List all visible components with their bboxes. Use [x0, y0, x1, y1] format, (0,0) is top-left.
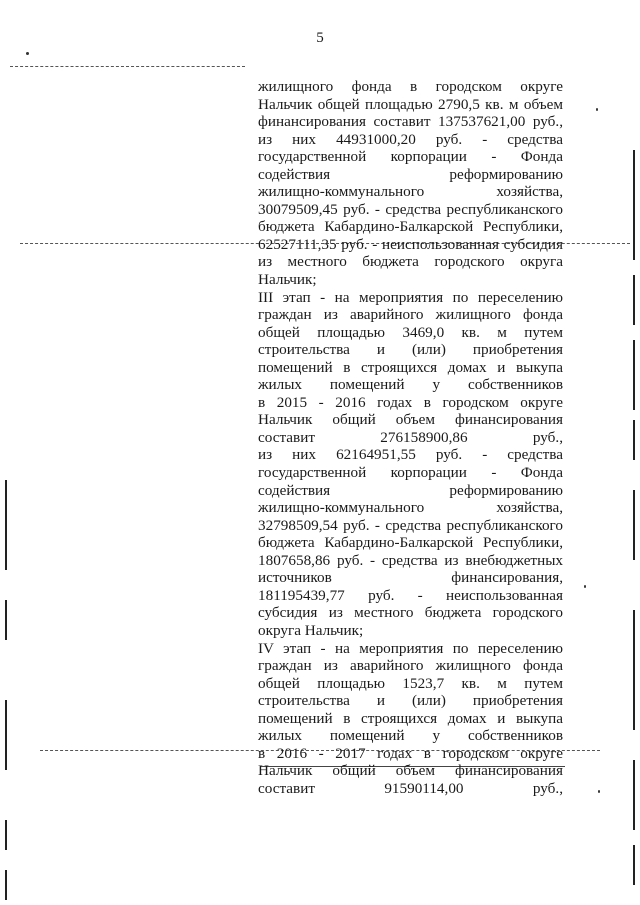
text-line: жилых помещений у собственников: [258, 376, 563, 394]
scan-artifact-margin-bar: [5, 820, 7, 850]
scan-artifact-speck: [584, 585, 586, 588]
text-line: из них 44931000,20 руб. - средства: [258, 130, 563, 148]
text-line: бюджета Кабардино-Балкарской Республики,: [258, 218, 563, 236]
text-line: III этап - на мероприятия по переселению: [258, 288, 563, 306]
text-line: жилищного фонда в городском округе: [258, 78, 563, 95]
scan-artifact-margin-bar: [5, 600, 7, 640]
text-line: общей площадью 1523,7 кв. м путем: [258, 674, 563, 692]
scan-artifact-speck: [26, 52, 29, 55]
text-line: субсидия из местного бюджета городского: [258, 604, 563, 622]
scan-artifact-margin-bar: [633, 760, 635, 830]
text-line: граждан из аварийного жилищного фонда: [258, 306, 563, 324]
text-line: Нальчик общий объем финансирования: [258, 411, 563, 429]
text-line: строительства и (или) приобретения: [258, 692, 563, 710]
scan-artifact-margin-bar: [5, 700, 7, 770]
text-line: помещений в строящихся домах и выкупа: [258, 358, 563, 376]
text-line: составит 91590114,00 руб.,: [258, 779, 563, 797]
text-line: финансирования составит 137537621,00 руб.,: [258, 113, 563, 131]
text-line: жилищно-коммунального хозяйства,: [258, 499, 563, 517]
text-line: в 2016 - 2017 годах в городском округе: [258, 744, 563, 762]
text-line: содействия реформированию: [258, 481, 563, 499]
text-line: 62527111,35 руб. - неиспользованная субсидия: [258, 235, 563, 253]
text-line: составит 276158900,86 руб.,: [258, 428, 563, 446]
text-line: граждан из аварийного жилищного фонда: [258, 657, 563, 675]
text-line: жилых помещений у собственников: [258, 727, 563, 745]
text-line: 1807658,86 руб. - средства из внебюджетных: [258, 551, 563, 569]
text-line: бюджета Кабардино-Балкарской Республики,: [258, 534, 563, 552]
text-line: Нальчик;: [258, 271, 317, 289]
scan-artifact-margin-bar: [633, 420, 635, 460]
text-line: помещений в строящихся домах и выкупа: [258, 709, 563, 727]
text-line: 32798509,54 руб. - средства республиканского: [258, 516, 563, 534]
text-line: жилищно-коммунального хозяйства,: [258, 183, 563, 201]
scan-artifact-speck: [596, 108, 598, 111]
text-line: Нальчик общий объем финансирования: [258, 762, 563, 780]
scan-artifact-margin-bar: [5, 870, 7, 900]
scan-artifact-speck: [598, 790, 600, 793]
text-line: IV этап - на мероприятия по переселению: [258, 639, 563, 657]
text-line: Нальчик общей площадью 2790,5 кв. м объем: [258, 95, 563, 113]
text-line: из них 62164951,55 руб. - средства: [258, 446, 563, 464]
text-line: округа Нальчик;: [258, 621, 364, 639]
text-line: государственной корпорации - Фонда: [258, 464, 563, 482]
scan-artifact-margin-bar: [633, 275, 635, 325]
scan-artifact-top-line: [10, 66, 245, 67]
text-line: государственной корпорации - Фонда: [258, 148, 563, 166]
scan-artifact-margin-bar: [633, 610, 635, 730]
text-line: строительства и (или) приобретения: [258, 341, 563, 359]
scan-artifact-margin-bar: [633, 340, 635, 410]
scan-artifact-margin-bar: [5, 480, 7, 570]
scan-artifact-margin-bar: [633, 490, 635, 560]
text-line: общей площадью 3469,0 кв. м путем: [258, 323, 563, 341]
text-line: содействия реформированию: [258, 165, 563, 183]
text-line: 30079509,45 руб. - средства республиканского: [258, 200, 563, 218]
scan-artifact-margin-bar: [633, 150, 635, 260]
text-line: из местного бюджета городского округа: [258, 253, 563, 271]
text-line: в 2015 - 2016 годах в городском округе: [258, 393, 563, 411]
page-number: 5: [316, 30, 324, 46]
text-line: источников финансирования,: [258, 569, 563, 587]
scan-artifact-margin-bar: [633, 845, 635, 885]
document-text-column: [258, 78, 563, 797]
text-line: 181195439,77 руб. - неиспользованная: [258, 586, 563, 604]
